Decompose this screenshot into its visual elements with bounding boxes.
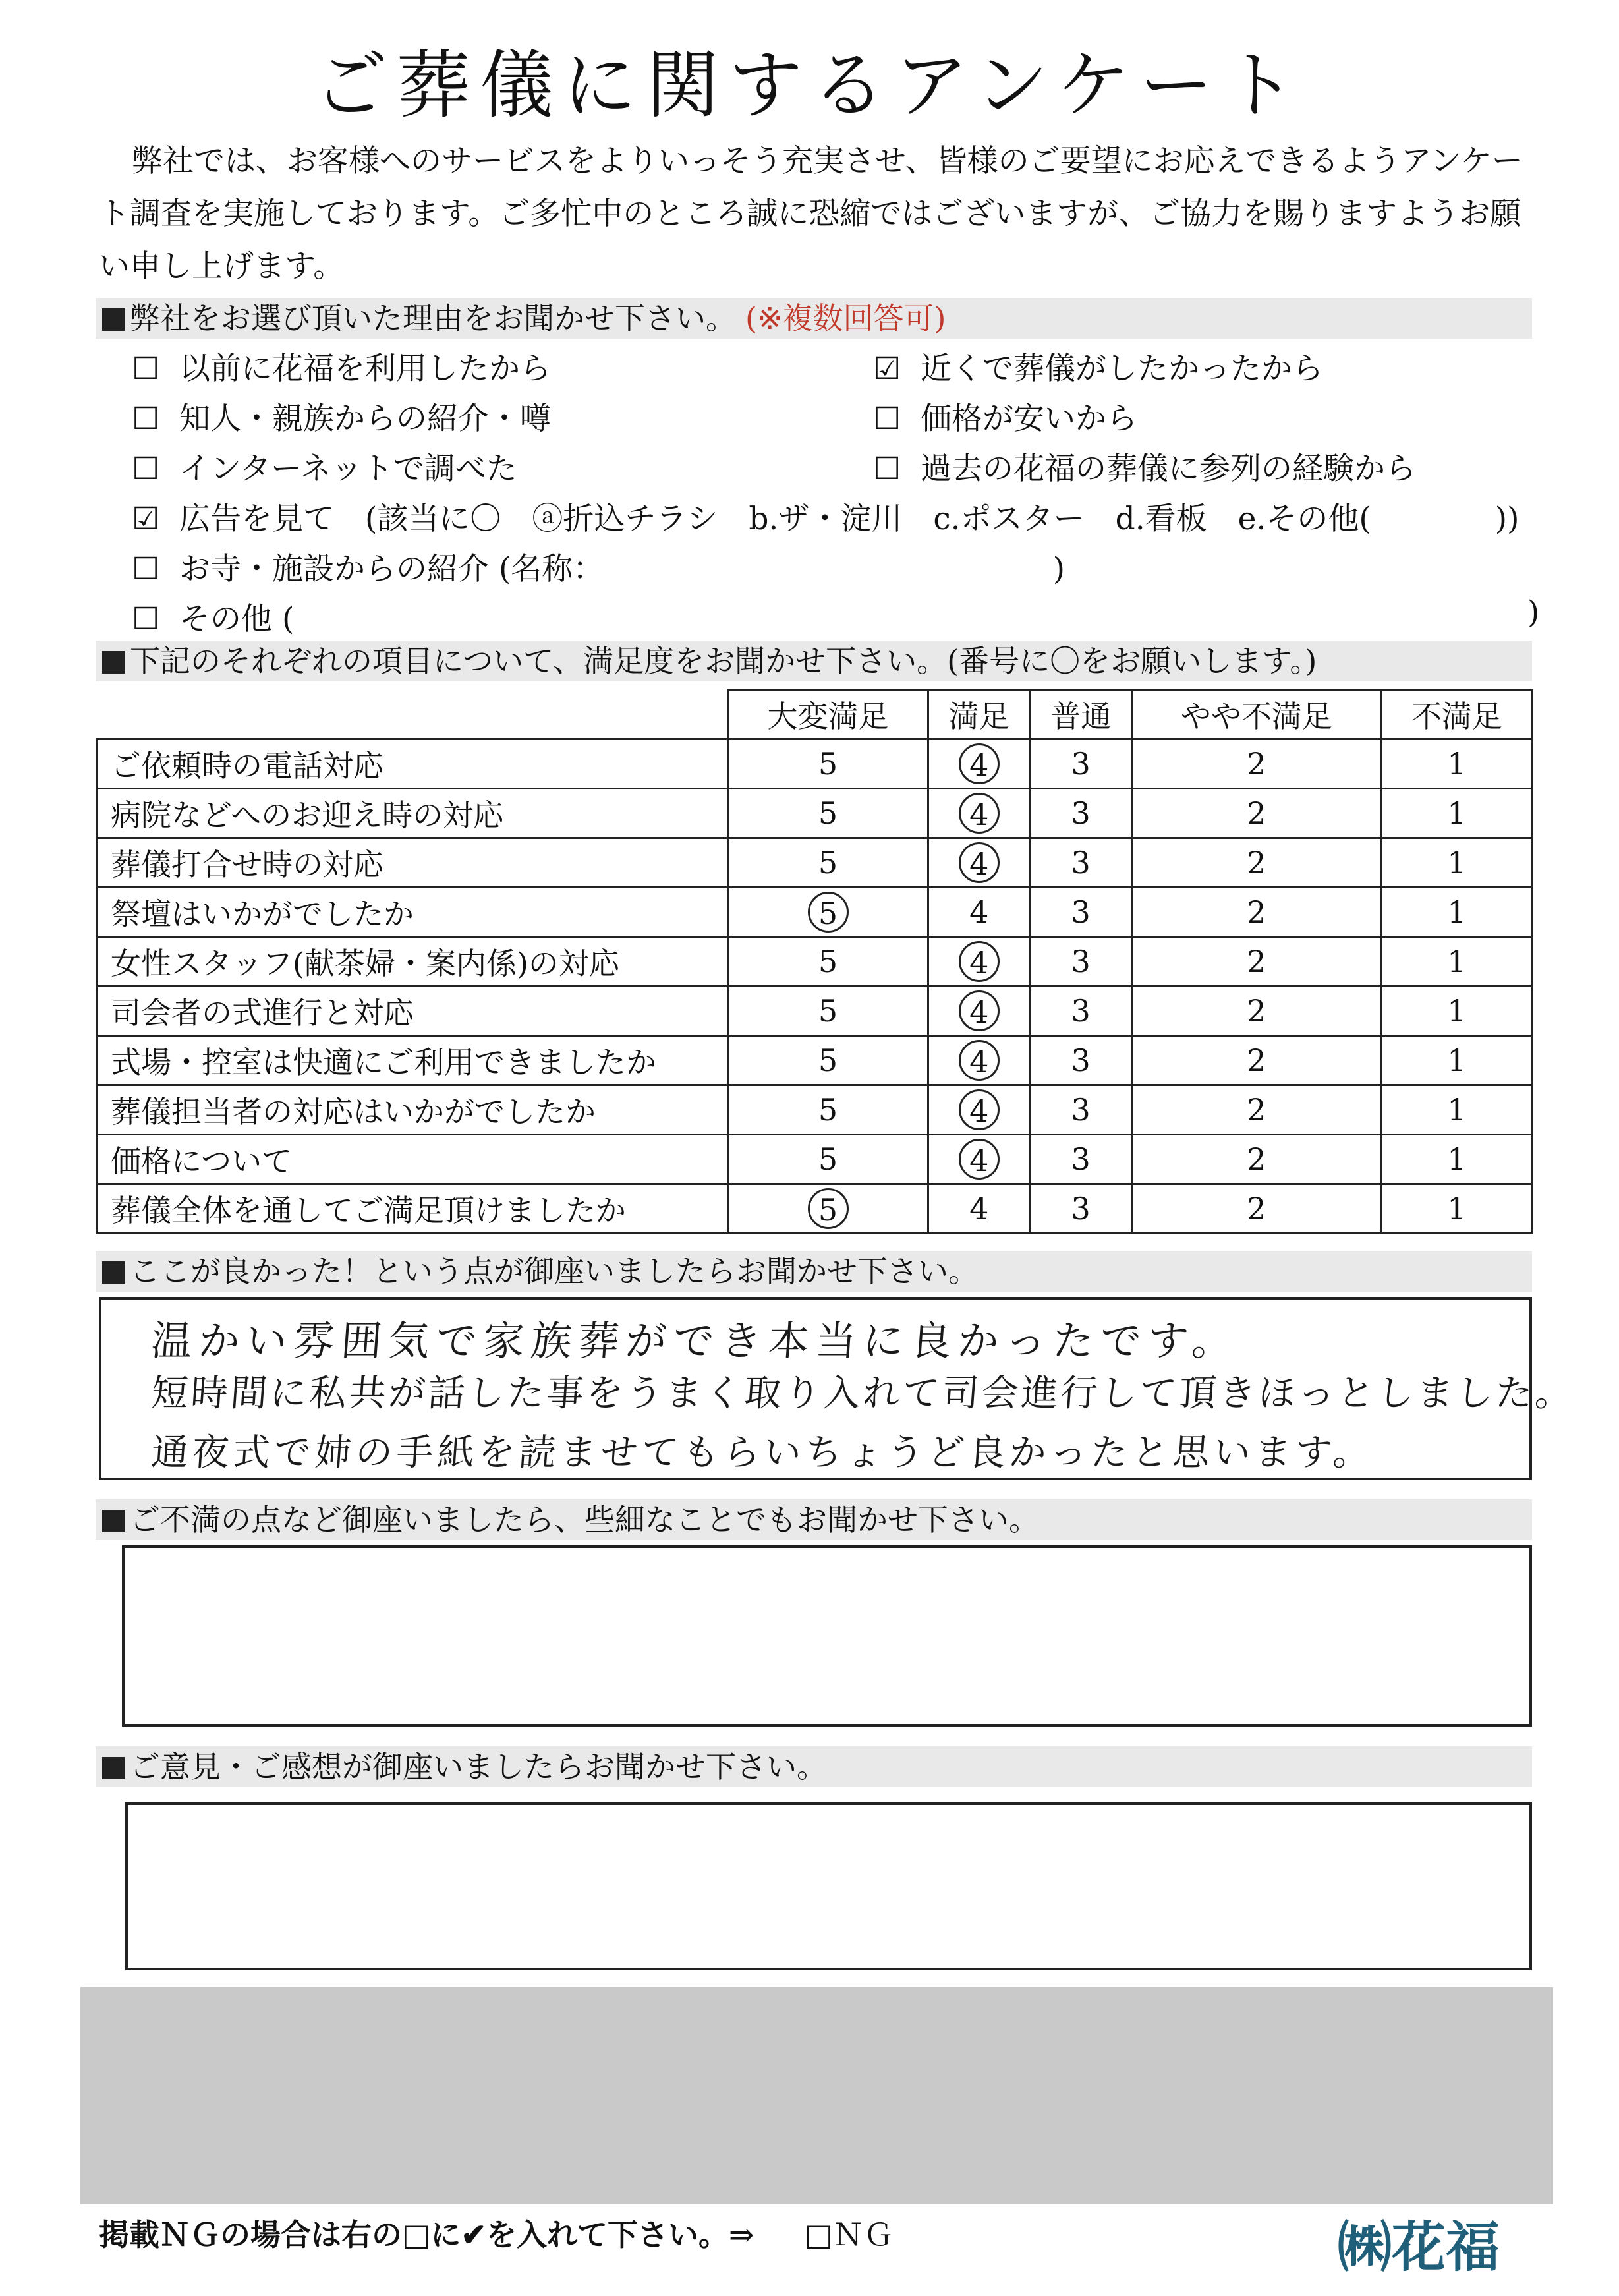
checkbox-icon[interactable]: ☐ [873, 451, 901, 487]
section-complaints-heading [96, 1499, 1532, 1540]
rating-cell[interactable] [728, 987, 928, 1036]
rating-cell[interactable] [1030, 888, 1131, 937]
score-value: 2 [1247, 1043, 1266, 1078]
rating-cell[interactable] [1381, 1135, 1532, 1184]
rating-cell[interactable] [1030, 739, 1131, 789]
score-value: 1 [1447, 1043, 1467, 1078]
score-value: 2 [1247, 746, 1266, 782]
rating-cell[interactable] [1131, 888, 1381, 937]
section-good-points-heading [96, 1251, 1532, 1292]
score-value: 3 [1071, 993, 1091, 1029]
score-value: 5 [818, 993, 838, 1029]
section-heading-text: ご意見・ご感想が御座いましたらお聞かせ下さい。 [130, 1749, 827, 1785]
rating-item-label: 葬儀打合せ時の対応 [97, 838, 728, 888]
selected-score-circle: 4 [959, 793, 1000, 834]
score-value: 2 [1247, 1191, 1266, 1226]
rating-item-label: 祭壇はいかがでしたか [97, 888, 728, 937]
rating-cell[interactable] [728, 888, 928, 937]
score-value: 4 [969, 894, 989, 930]
score-value: 5 [818, 795, 838, 831]
selected-score-circle: 4 [959, 1139, 1000, 1180]
selected-score-circle: 4 [959, 842, 1000, 883]
rating-cell[interactable] [1030, 789, 1131, 838]
score-value: 2 [1247, 1092, 1266, 1128]
redacted-area [80, 1987, 1553, 2204]
rating-cell[interactable] [728, 1184, 928, 1234]
column-header: 大変満足 [728, 690, 928, 739]
reason-option[interactable] [132, 394, 551, 438]
rating-cell[interactable] [928, 888, 1030, 937]
column-header: やや不満足 [1131, 690, 1381, 739]
section-heading-text: ここが良かった！という点が御座いましたらお聞かせ下さい。 [130, 1253, 979, 1289]
other-close-paren: ) [1527, 594, 1540, 631]
rating-cell[interactable] [728, 1036, 928, 1085]
reason-option[interactable] [873, 394, 1137, 438]
rating-item-label: 葬儀全体を通してご満足頂けましたか [97, 1184, 728, 1234]
score-value: 2 [1247, 1141, 1266, 1177]
score-value: 5 [818, 1092, 838, 1128]
score-value: 2 [1247, 845, 1266, 880]
ng-checkbox[interactable]: □ＮＧ [804, 2217, 894, 2253]
score-value: 5 [818, 845, 838, 880]
section-heading-text: ご不満の点など御座いましたら、些細なことでもお聞かせ下さい。 [130, 1502, 1039, 1537]
selected-score-circle: 4 [959, 743, 1000, 784]
rating-cell[interactable] [1030, 1184, 1131, 1234]
rating-cell[interactable] [928, 987, 1030, 1036]
table-row [97, 888, 1533, 937]
rating-cell[interactable] [728, 937, 928, 987]
score-value: 2 [1247, 894, 1266, 930]
rating-cell[interactable] [1131, 1036, 1381, 1085]
score-value: 1 [1447, 1092, 1467, 1128]
table-row [97, 838, 1533, 888]
reason-label: 以前に花福を利用したから [179, 351, 551, 387]
rating-cell[interactable] [1381, 739, 1532, 789]
rating-cell[interactable] [1131, 1135, 1381, 1184]
reason-option[interactable] [132, 344, 551, 388]
satisfaction-table [96, 689, 1533, 1234]
score-value: 1 [1447, 993, 1467, 1029]
score-value: 3 [1071, 1043, 1091, 1078]
selected-score-circle: 5 [808, 892, 849, 933]
rating-cell[interactable] [728, 1135, 928, 1184]
section-reasons-heading [96, 298, 1532, 339]
square-bullet-icon [102, 651, 125, 674]
rating-cell[interactable] [928, 739, 1030, 789]
rating-cell[interactable] [928, 1184, 1030, 1234]
score-value: 2 [1247, 944, 1266, 979]
rating-cell[interactable] [1030, 987, 1131, 1036]
column-header: 満足 [928, 690, 1030, 739]
table-row [97, 987, 1533, 1036]
rating-cell[interactable] [728, 838, 928, 888]
rating-cell[interactable] [1030, 1135, 1131, 1184]
table-row [97, 739, 1533, 789]
score-value: 3 [1071, 1141, 1091, 1177]
rating-cell[interactable] [1131, 987, 1381, 1036]
column-header: 普通 [1030, 690, 1131, 739]
rating-cell[interactable] [728, 789, 928, 838]
ng-instruction: 掲載ＮＧの場合は右の□に✔を入れて下さい。⇒ [99, 2217, 754, 2253]
rating-item-label: 病院などへのお迎え時の対応 [97, 789, 728, 838]
comments-textarea[interactable] [125, 1802, 1532, 1970]
reason-label: 過去の花福の葬儀に参列の経験から [921, 451, 1416, 487]
score-value: 3 [1071, 894, 1091, 930]
rating-cell[interactable] [928, 1135, 1030, 1184]
header-blank-cell [97, 690, 728, 739]
rating-cell[interactable] [728, 739, 928, 789]
rating-cell[interactable] [1381, 789, 1532, 838]
section-heading-text: 下記のそれぞれの項目について、満足度をお聞かせ下さい。(番号に〇をお願いします。) [130, 643, 1317, 679]
square-bullet-icon [102, 1757, 125, 1779]
reason-option-temple[interactable] [132, 544, 1065, 588]
reason-label: 価格が安いから [921, 401, 1137, 437]
rating-cell[interactable] [1381, 987, 1532, 1036]
checkbox-icon[interactable]: ☐ [873, 401, 901, 437]
table-row [97, 1184, 1533, 1234]
complaints-textarea[interactable] [122, 1545, 1532, 1727]
reason-label: インターネットで調べた [179, 451, 517, 487]
rating-cell[interactable] [1030, 937, 1131, 987]
rating-cell[interactable] [1381, 1085, 1532, 1135]
table-row [97, 1085, 1533, 1135]
score-value: 5 [818, 1141, 838, 1177]
reason-option-other[interactable] [132, 594, 294, 639]
score-value: 3 [1071, 845, 1091, 880]
selected-score-circle: 5 [808, 1188, 849, 1229]
score-value: 3 [1071, 746, 1091, 782]
score-value: 5 [818, 944, 838, 979]
checkbox-icon[interactable]: ☐ [132, 451, 160, 487]
rating-cell[interactable] [1381, 1036, 1532, 1085]
checkbox-icon[interactable]: ☐ [132, 551, 160, 587]
score-value: 2 [1247, 993, 1266, 1029]
rating-cell[interactable] [1030, 1036, 1131, 1085]
square-bullet-icon [102, 1510, 125, 1532]
rating-cell[interactable] [1131, 937, 1381, 987]
rating-cell[interactable] [1131, 1184, 1381, 1234]
score-value: 1 [1447, 1191, 1467, 1226]
rating-item-label: ご依頼時の電話対応 [97, 739, 728, 789]
page-title: ご葬儀に関するアンケート [313, 43, 1306, 129]
rating-cell[interactable] [1131, 1085, 1381, 1135]
rating-cell[interactable] [1381, 888, 1532, 937]
score-value: 1 [1447, 746, 1467, 782]
score-value: 5 [818, 746, 838, 782]
checkbox-icon[interactable]: ☑ [132, 501, 160, 537]
square-bullet-icon [102, 308, 125, 331]
rating-cell[interactable] [728, 1085, 928, 1135]
score-value: 3 [1071, 944, 1091, 979]
rating-cell[interactable] [1381, 838, 1532, 888]
rating-cell[interactable] [1381, 1184, 1532, 1234]
section-comments-heading [96, 1746, 1532, 1787]
checkbox-icon[interactable]: ☑ [873, 351, 901, 387]
handwritten-line: 短時間に私共が話した事をうまく取り入れて司会進行して頂きほっとしました。 [150, 1372, 1576, 1415]
reason-label: 近くで葬儀がしたかったから [921, 351, 1323, 387]
table-row [97, 937, 1533, 987]
score-value: 1 [1447, 795, 1467, 831]
rating-item-label: 式場・控室は快適にご利用できましたか [97, 1036, 728, 1085]
table-row [97, 1135, 1533, 1184]
reason-label: お寺・施設からの紹介 (名称： ) [179, 551, 1065, 587]
rating-item-label: 司会者の式進行と対応 [97, 987, 728, 1036]
selected-score-circle: 4 [959, 941, 1000, 982]
rating-cell[interactable] [928, 937, 1030, 987]
score-value: 5 [818, 1043, 838, 1078]
checkbox-icon[interactable]: ☐ [132, 601, 160, 637]
checkbox-icon[interactable]: ☐ [132, 351, 160, 387]
rating-cell[interactable] [1131, 838, 1381, 888]
table-header-row [97, 690, 1533, 739]
selected-score-circle: 4 [959, 990, 1000, 1031]
rating-cell[interactable] [1030, 1085, 1131, 1135]
rating-cell[interactable] [1030, 838, 1131, 888]
rating-cell[interactable] [928, 1036, 1030, 1085]
reason-option[interactable] [873, 344, 1323, 388]
rating-cell[interactable] [928, 838, 1030, 888]
rating-cell[interactable] [928, 1085, 1030, 1135]
reason-option[interactable] [873, 444, 1416, 488]
rating-cell[interactable] [1381, 937, 1532, 987]
handwritten-line: 通夜式で姉の手紙を読ませてもらいちょうど良かったと思います。 [150, 1431, 1376, 1474]
score-value: 1 [1447, 1141, 1467, 1177]
reason-label: 知人・親族からの紹介・噂 [179, 401, 551, 437]
reason-option-advertisement[interactable] [132, 494, 1519, 538]
rating-item-label: 葬儀担当者の対応はいかがでしたか [97, 1085, 728, 1135]
table-row [97, 789, 1533, 838]
table-row [97, 1036, 1533, 1085]
reason-option[interactable] [132, 444, 517, 488]
score-value: 2 [1247, 795, 1266, 831]
score-value: 1 [1447, 944, 1467, 979]
score-value: 4 [969, 1191, 989, 1226]
score-value: 3 [1071, 1191, 1091, 1226]
column-header: 不満足 [1381, 690, 1532, 739]
section-satisfaction-heading [96, 641, 1532, 681]
score-value: 3 [1071, 1092, 1091, 1128]
reason-label: その他 ( [179, 601, 295, 637]
multiple-answer-note: (※複数回答可) [745, 301, 946, 336]
selected-score-circle: 4 [959, 1089, 1000, 1130]
handwritten-line: 温かい雰囲気で家族葬ができ本当に良かったです。 [150, 1317, 1241, 1365]
score-value: 1 [1447, 845, 1467, 880]
intro-text: 弊社では、お客様へのサービスをよりいっそう充実させ、皆様のご要望にお応えできるようアンケート調査を実施しております。ご多忙中のところ誠に恐縮ではございますが、ご協力を賜りますようお願い申し上げます。 [99, 143, 1523, 285]
selected-score-circle: 4 [959, 1040, 1000, 1081]
square-bullet-icon [102, 1261, 125, 1284]
section-heading-text: 弊社をお選び頂いた理由をお聞かせ下さい。 [130, 301, 736, 336]
publication-ng-note [99, 2211, 894, 2254]
rating-item-label: 女性スタッフ(献茶婦・案内係)の対応 [97, 937, 728, 987]
reason-label: 広告を見て (該当に〇 ⓐ折込チラシ b.ザ・淀川 c.ポスター d.看板 e.その他( )) [179, 501, 1520, 537]
rating-item-label: 価格について [97, 1135, 728, 1184]
rating-cell[interactable] [1131, 739, 1381, 789]
rating-cell[interactable] [1131, 789, 1381, 838]
company-logo: ㈱花福 [1338, 2216, 1500, 2279]
score-value: 1 [1447, 894, 1467, 930]
score-value: 3 [1071, 795, 1091, 831]
rating-cell[interactable] [928, 789, 1030, 838]
checkbox-icon[interactable]: ☐ [132, 401, 160, 437]
